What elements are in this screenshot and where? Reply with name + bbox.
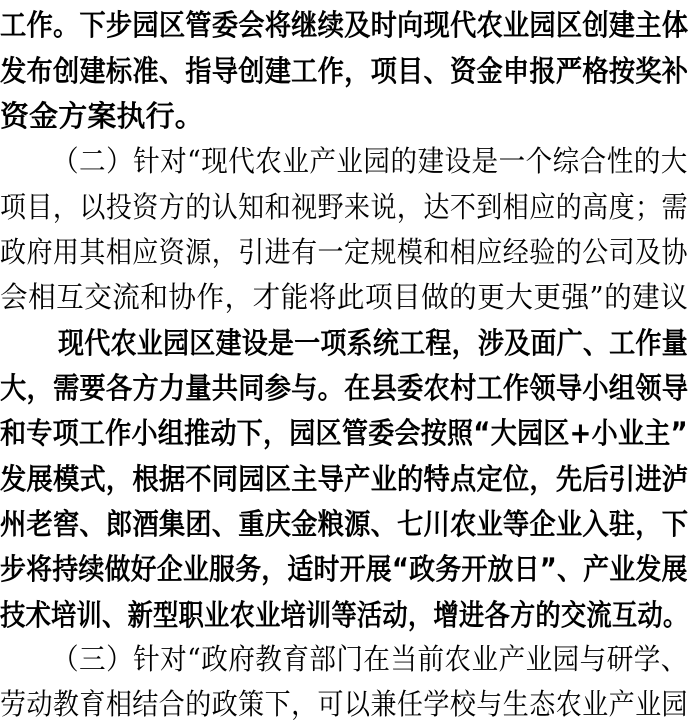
paragraph-start-line: 现代农业园区建设是一项系统工程，涉及面广、工作量: [58, 326, 688, 360]
text-line: 技术培训、新型职业农业培训等活动，增进各方的交流互动。: [0, 598, 689, 632]
text-line: 步将持续做好企业服务，适时开展“政务开放日”、产业发展: [0, 552, 688, 586]
text-line: 发展模式，根据不同园区主导产业的特点定位，先后引进泸: [0, 462, 689, 496]
text-line: 和专项工作小组推动下，园区管委会按照“大园区+小业主”: [0, 416, 688, 450]
text-line: 会相互交流和协作，才能将此项目做的更大更强”的建议: [0, 280, 689, 314]
paragraph-heading-line: （二）针对“现代农业产业园的建设是一个综合性的大: [52, 144, 688, 178]
text-line: 大，需要各方力量共同参与。在县委农村工作领导小组领导: [0, 371, 689, 405]
text-line: 州老窖、郎酒集团、重庆金粮源、七川农业等企业入驻，下: [0, 507, 689, 541]
text-line: 政府用其相应资源，引进有一定规模和相应经验的公司及协: [0, 235, 689, 269]
text-line: 劳动教育相结合的政策下，可以兼任学校与生态农业产业园: [0, 687, 689, 721]
text-line: 发布创建标准、指导创建工作，项目、资金申报严格按奖补: [0, 54, 689, 88]
paragraph-heading-line: （三）针对“政府教育部门在当前农业产业园与研学、: [52, 642, 688, 676]
text-line: 工作。下步园区管委会将继续及时向现代农业园区创建主体: [0, 8, 689, 42]
text-line: 资金方案执行。: [0, 99, 204, 133]
text-line: 项目，以投资方的认知和视野来说，达不到相应的高度；需: [0, 190, 689, 224]
